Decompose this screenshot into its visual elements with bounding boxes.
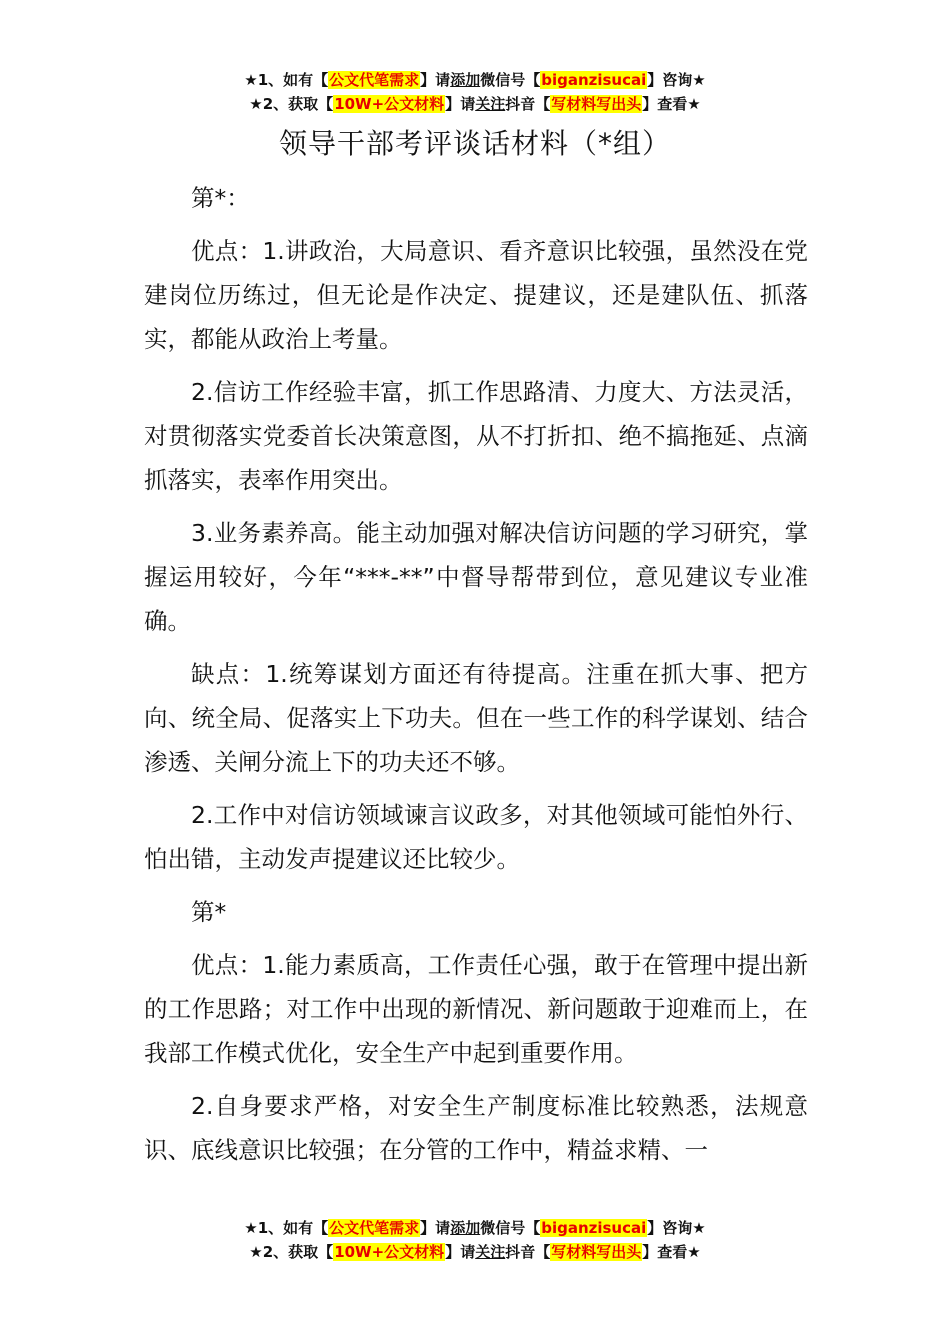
banner-line-1 — [0, 68, 950, 92]
banner-text: 】请 — [445, 1243, 476, 1261]
banner-underlined-text: 添加 — [450, 71, 481, 89]
document-body — [144, 176, 808, 1181]
banner-highlight: 10W+公文材料 — [334, 95, 445, 113]
banner-text: 】请 — [420, 1219, 451, 1237]
banner-text: 微信号【 — [480, 71, 541, 89]
banner-underlined-text: 关注 — [475, 95, 506, 113]
paragraph: 第* — [191, 898, 227, 926]
banner-text: 】查看★ — [642, 1243, 701, 1261]
banner-highlight: 10W+公文材料 — [334, 1243, 445, 1261]
banner-line-1 — [0, 1216, 950, 1240]
banner-text: ★2、获取【 — [249, 1243, 334, 1261]
footer-banner — [0, 1216, 950, 1264]
banner-highlight: 公文代笔需求 — [329, 1219, 420, 1237]
banner-text: 抖音【 — [505, 95, 551, 113]
banner-text: ★1、如有【 — [244, 71, 329, 89]
banner-text: 】咨询★ — [647, 1219, 706, 1237]
banner-text: 】请 — [445, 95, 476, 113]
paragraph: 缺点：1.统筹谋划方面还有待提高。注重在抓大事、把方向、统全局、促落实上下功夫。但在一些工作的科学谋划、结合渗透、关闸分流上下的功夫还不够。 — [144, 660, 808, 776]
banner-underlined-text: 关注 — [475, 1243, 506, 1261]
paragraph: 优点：1.能力素质高，工作责任心强，敢于在管理中提出新的工作思路；对工作中出现的新情况、新问题敢于迎难而上，在我部工作模式优化，安全生产中起到重要作用。 — [144, 951, 808, 1067]
banner-line-2 — [0, 92, 950, 116]
document-title: 领导干部考评谈话材料（*组） — [278, 127, 671, 160]
paragraph: 2.自身要求严格，对安全生产制度标准比较熟悉，法规意识、底线意识比较强；在分管的工作中，精益求精、一 — [144, 1092, 808, 1164]
paragraph: 2.信访工作经验丰富，抓工作思路清、力度大、方法灵活，对贯彻落实党委首长决策意图，从不打折扣、绝不搞拖延、点滴抓落实，表率作用突出。 — [144, 378, 808, 494]
banner-text: ★1、如有【 — [244, 1219, 329, 1237]
paragraph: 第*： — [191, 184, 250, 212]
banner-highlight: 写材料写出头 — [551, 95, 642, 113]
banner-text: 微信号【 — [480, 1219, 541, 1237]
banner-line-2 — [0, 1240, 950, 1264]
header-banner — [0, 68, 950, 116]
banner-text: ★2、获取【 — [249, 95, 334, 113]
banner-text: 抖音【 — [505, 1243, 551, 1261]
banner-underlined-text: 添加 — [450, 1219, 481, 1237]
banner-text: 】咨询★ — [647, 71, 706, 89]
banner-text: 】请 — [420, 71, 451, 89]
banner-highlight: biganzisucai — [541, 1219, 647, 1237]
paragraph: 3.业务素养高。能主动加强对解决信访问题的学习研究，掌握运用较好，今年“***-**”中督导帮带到位，意见建议专业准确。 — [144, 519, 808, 635]
paragraph: 2.工作中对信访领域谏言议政多，对其他领域可能怕外行、怕出错，主动发声提建议还比较少。 — [144, 801, 808, 873]
banner-highlight: 写材料写出头 — [551, 1243, 642, 1261]
paragraph: 优点：1.讲政治，大局意识、看齐意识比较强，虽然没在党建岗位历练过，但无论是作决定、提建议，还是建队伍、抓落实，都能从政治上考量。 — [144, 237, 808, 353]
banner-text: 】查看★ — [642, 95, 701, 113]
banner-highlight: biganzisucai — [541, 71, 647, 89]
banner-highlight: 公文代笔需求 — [329, 71, 420, 89]
